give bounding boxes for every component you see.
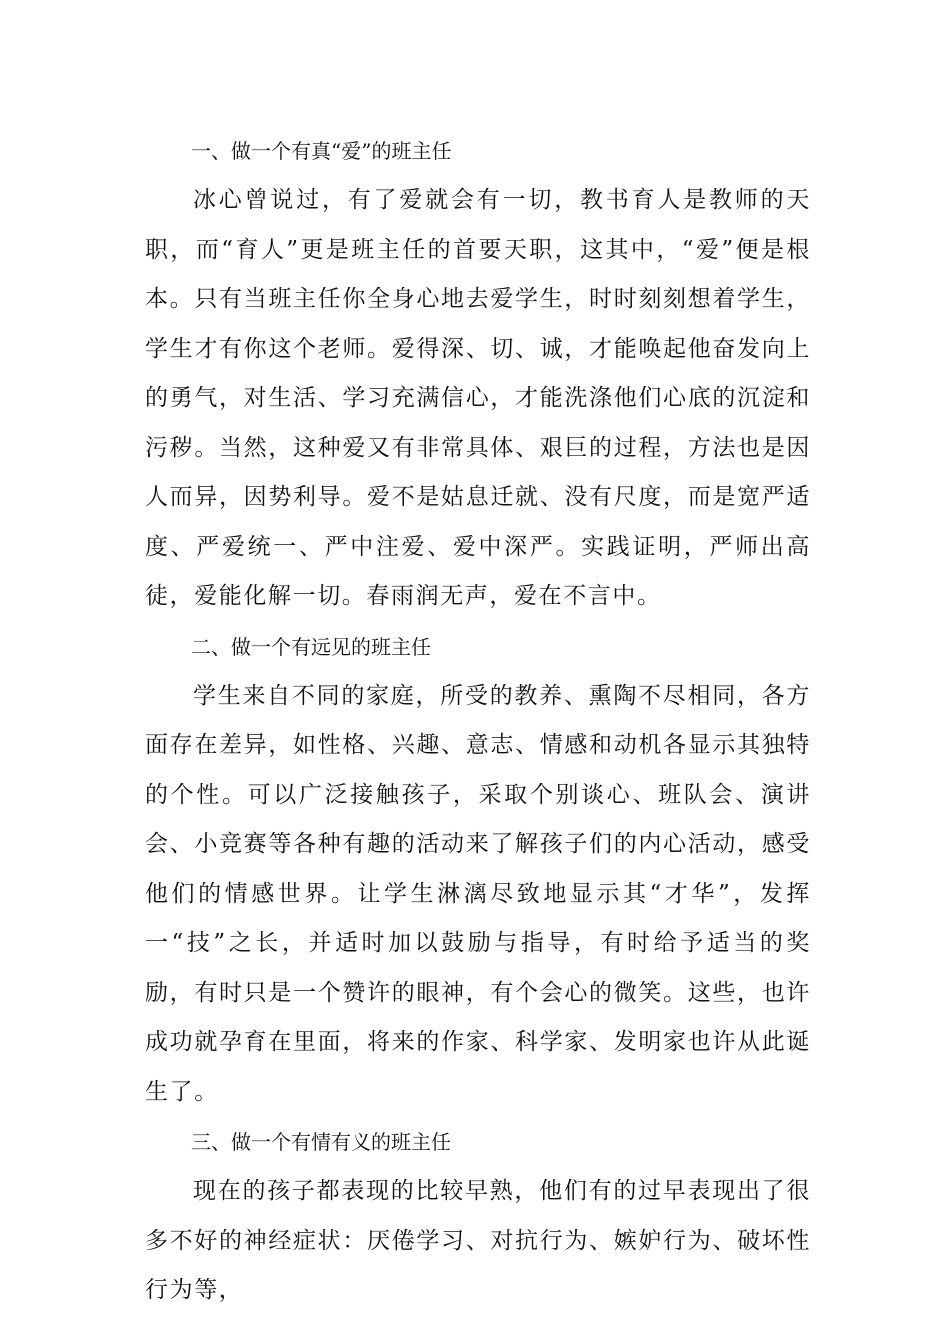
section-heading-3: 三、做一个有情有义的班主任: [191, 1130, 451, 1154]
section-paragraph-3: 现在的孩子都表现的比较早熟，他们有的过早表现出了很多不好的神经症状：厌倦学习、对抗行为、嫉妒行为、破坏性行为等，: [145, 1178, 811, 1303]
section-paragraph-2: 学生来自不同的家庭，所受的教养、熏陶不尽相同，各方面存在差异，如性格、兴趣、意志、情感和动机各显示其独特的个性。可以广泛接触孩子，采取个别谈心、班队会、演讲会、小竞赛等各种有趣的活动来了解孩子们的内心活动，感受他们的情感世界。让学生淋漓尽致地显示其“才华”，发挥一“技”之长，并适时加以鼓励与指导，有时给予适当的奖励，有时只是一个赞许的眼神，有个会心的微笑。这些，也许成功就孕育在里面，将来的作家、科学家、发明家也许从此诞生了。: [145, 682, 811, 1105]
document-body: [145, 126, 811, 1316]
section-heading-1: 一、做一个有真“爱”的班主任: [191, 139, 452, 163]
section-heading-2: 二、做一个有远见的班主任: [191, 634, 431, 659]
section-paragraph-1: 冰心曾说过，有了爱就会有一切，教书育人是教师的天职，而“育人”更是班主任的首要天职，这其中，“爱”便是根本。只有当班主任你全身心地去爱学生，时时刻刻想着学生，学生才有你这个老师。爱得深、切、诚，才能唤起他奋发向上的勇气，对生活、学习充满信心，才能洗涤他们心底的沉淀和污秽。当然，这种爱又有非常具体、艰巨的过程，方法也是因人而异，因势利导。爱不是姑息迁就、没有尺度，而是宽严适度、严爱统一、严中注爱、爱中深严。实践证明，严师出高徒，爱能化解一切。春雨润无声，爱在不言中。: [145, 187, 811, 609]
